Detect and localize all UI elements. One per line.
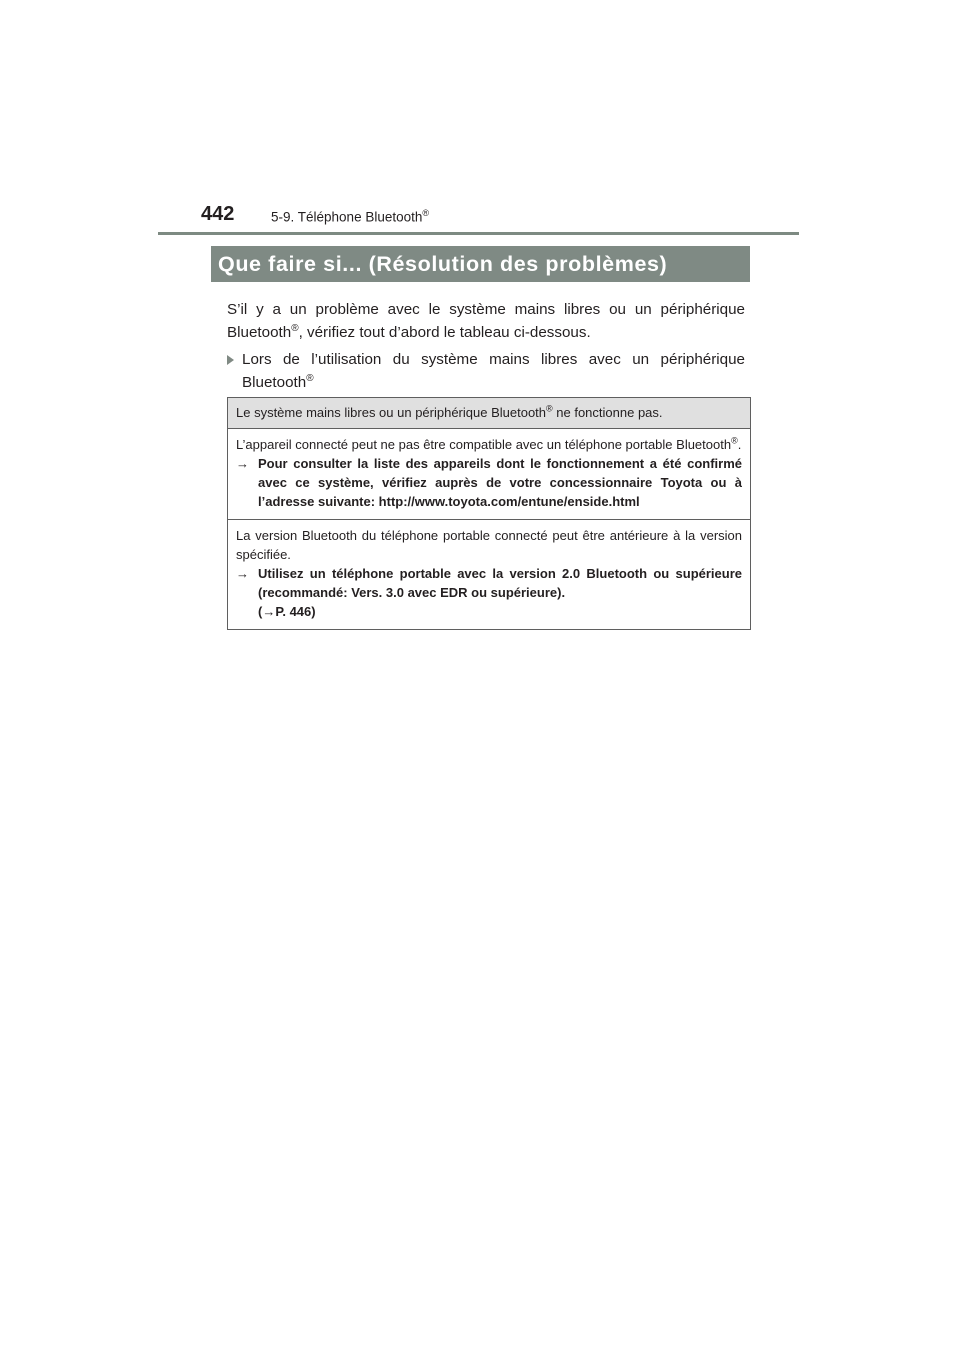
- registered-mark: ®: [731, 435, 738, 446]
- cause-label-end: .: [737, 437, 742, 452]
- breadcrumb-text: 5-9. Téléphone Bluetooth: [271, 209, 423, 225]
- bullet-item: [227, 348, 745, 394]
- solution-label: Utilisez un téléphone portable avec la version 2.0 Bluetooth ou supérieure (recommandé: Vers. 3.0 avec EDR ou supérieure).: [258, 566, 742, 600]
- page-reference: [258, 604, 316, 619]
- intro-text-end: , vérifiez tout d’abord le tableau ci-dessous.: [298, 324, 591, 341]
- solution-label: Pour consulter la liste des appareils dont le fonctionnement a été confirmé avec ce système, vérifiez auprès de votre concessionnaire Toyota ou à l’adresse suivante: http://www.toyota.com/entune/enside.html: [258, 456, 742, 509]
- table-header-text-end: ne fonctionne pas.: [552, 405, 663, 420]
- arrow-right-icon: →: [236, 456, 249, 471]
- section-title: Que faire si... (Résolution des problèmes): [211, 246, 750, 282]
- table-header-cell: [228, 398, 751, 429]
- registered-mark: ®: [291, 322, 299, 334]
- table-cell: [228, 520, 751, 630]
- intro-paragraph: [227, 298, 745, 344]
- table-cell: [228, 429, 751, 520]
- arrow-right-icon: →: [236, 566, 249, 581]
- cause-text: La version Bluetooth du téléphone portable connecté peut être antérieure à la version spécifiée.: [236, 528, 742, 562]
- arrow-right-icon: →: [262, 604, 276, 619]
- breadcrumb: [271, 208, 429, 225]
- troubleshooting-table: [227, 397, 751, 630]
- page-number: 442: [201, 203, 235, 225]
- table-row: [228, 520, 751, 630]
- intro-text: S’il y a un problème avec le système mains libres ou un périphérique Bluetooth: [227, 301, 745, 341]
- registered-mark: ®: [546, 403, 553, 414]
- header-divider: [158, 232, 799, 235]
- registered-mark: ®: [306, 372, 314, 384]
- table-row: [228, 429, 751, 520]
- bullet-text: [242, 348, 745, 394]
- solution-text: [236, 564, 742, 621]
- registered-mark: ®: [422, 208, 430, 218]
- solution-text: [236, 454, 742, 511]
- table-header-text: Le système mains libres ou un périphérique Bluetooth: [236, 405, 547, 420]
- table-header-row: [228, 398, 751, 429]
- bullet-label: Lors de l’utilisation du système mains libres avec un périphérique Bluetooth: [242, 351, 745, 391]
- ref-open: (: [258, 604, 263, 619]
- triangle-bullet-icon: [227, 355, 234, 365]
- cause-text: [236, 435, 742, 454]
- cause-label: L’appareil connecté peut ne pas être compatible avec un téléphone portable Bluetooth: [236, 437, 732, 452]
- ref-page: P. 446): [275, 604, 316, 619]
